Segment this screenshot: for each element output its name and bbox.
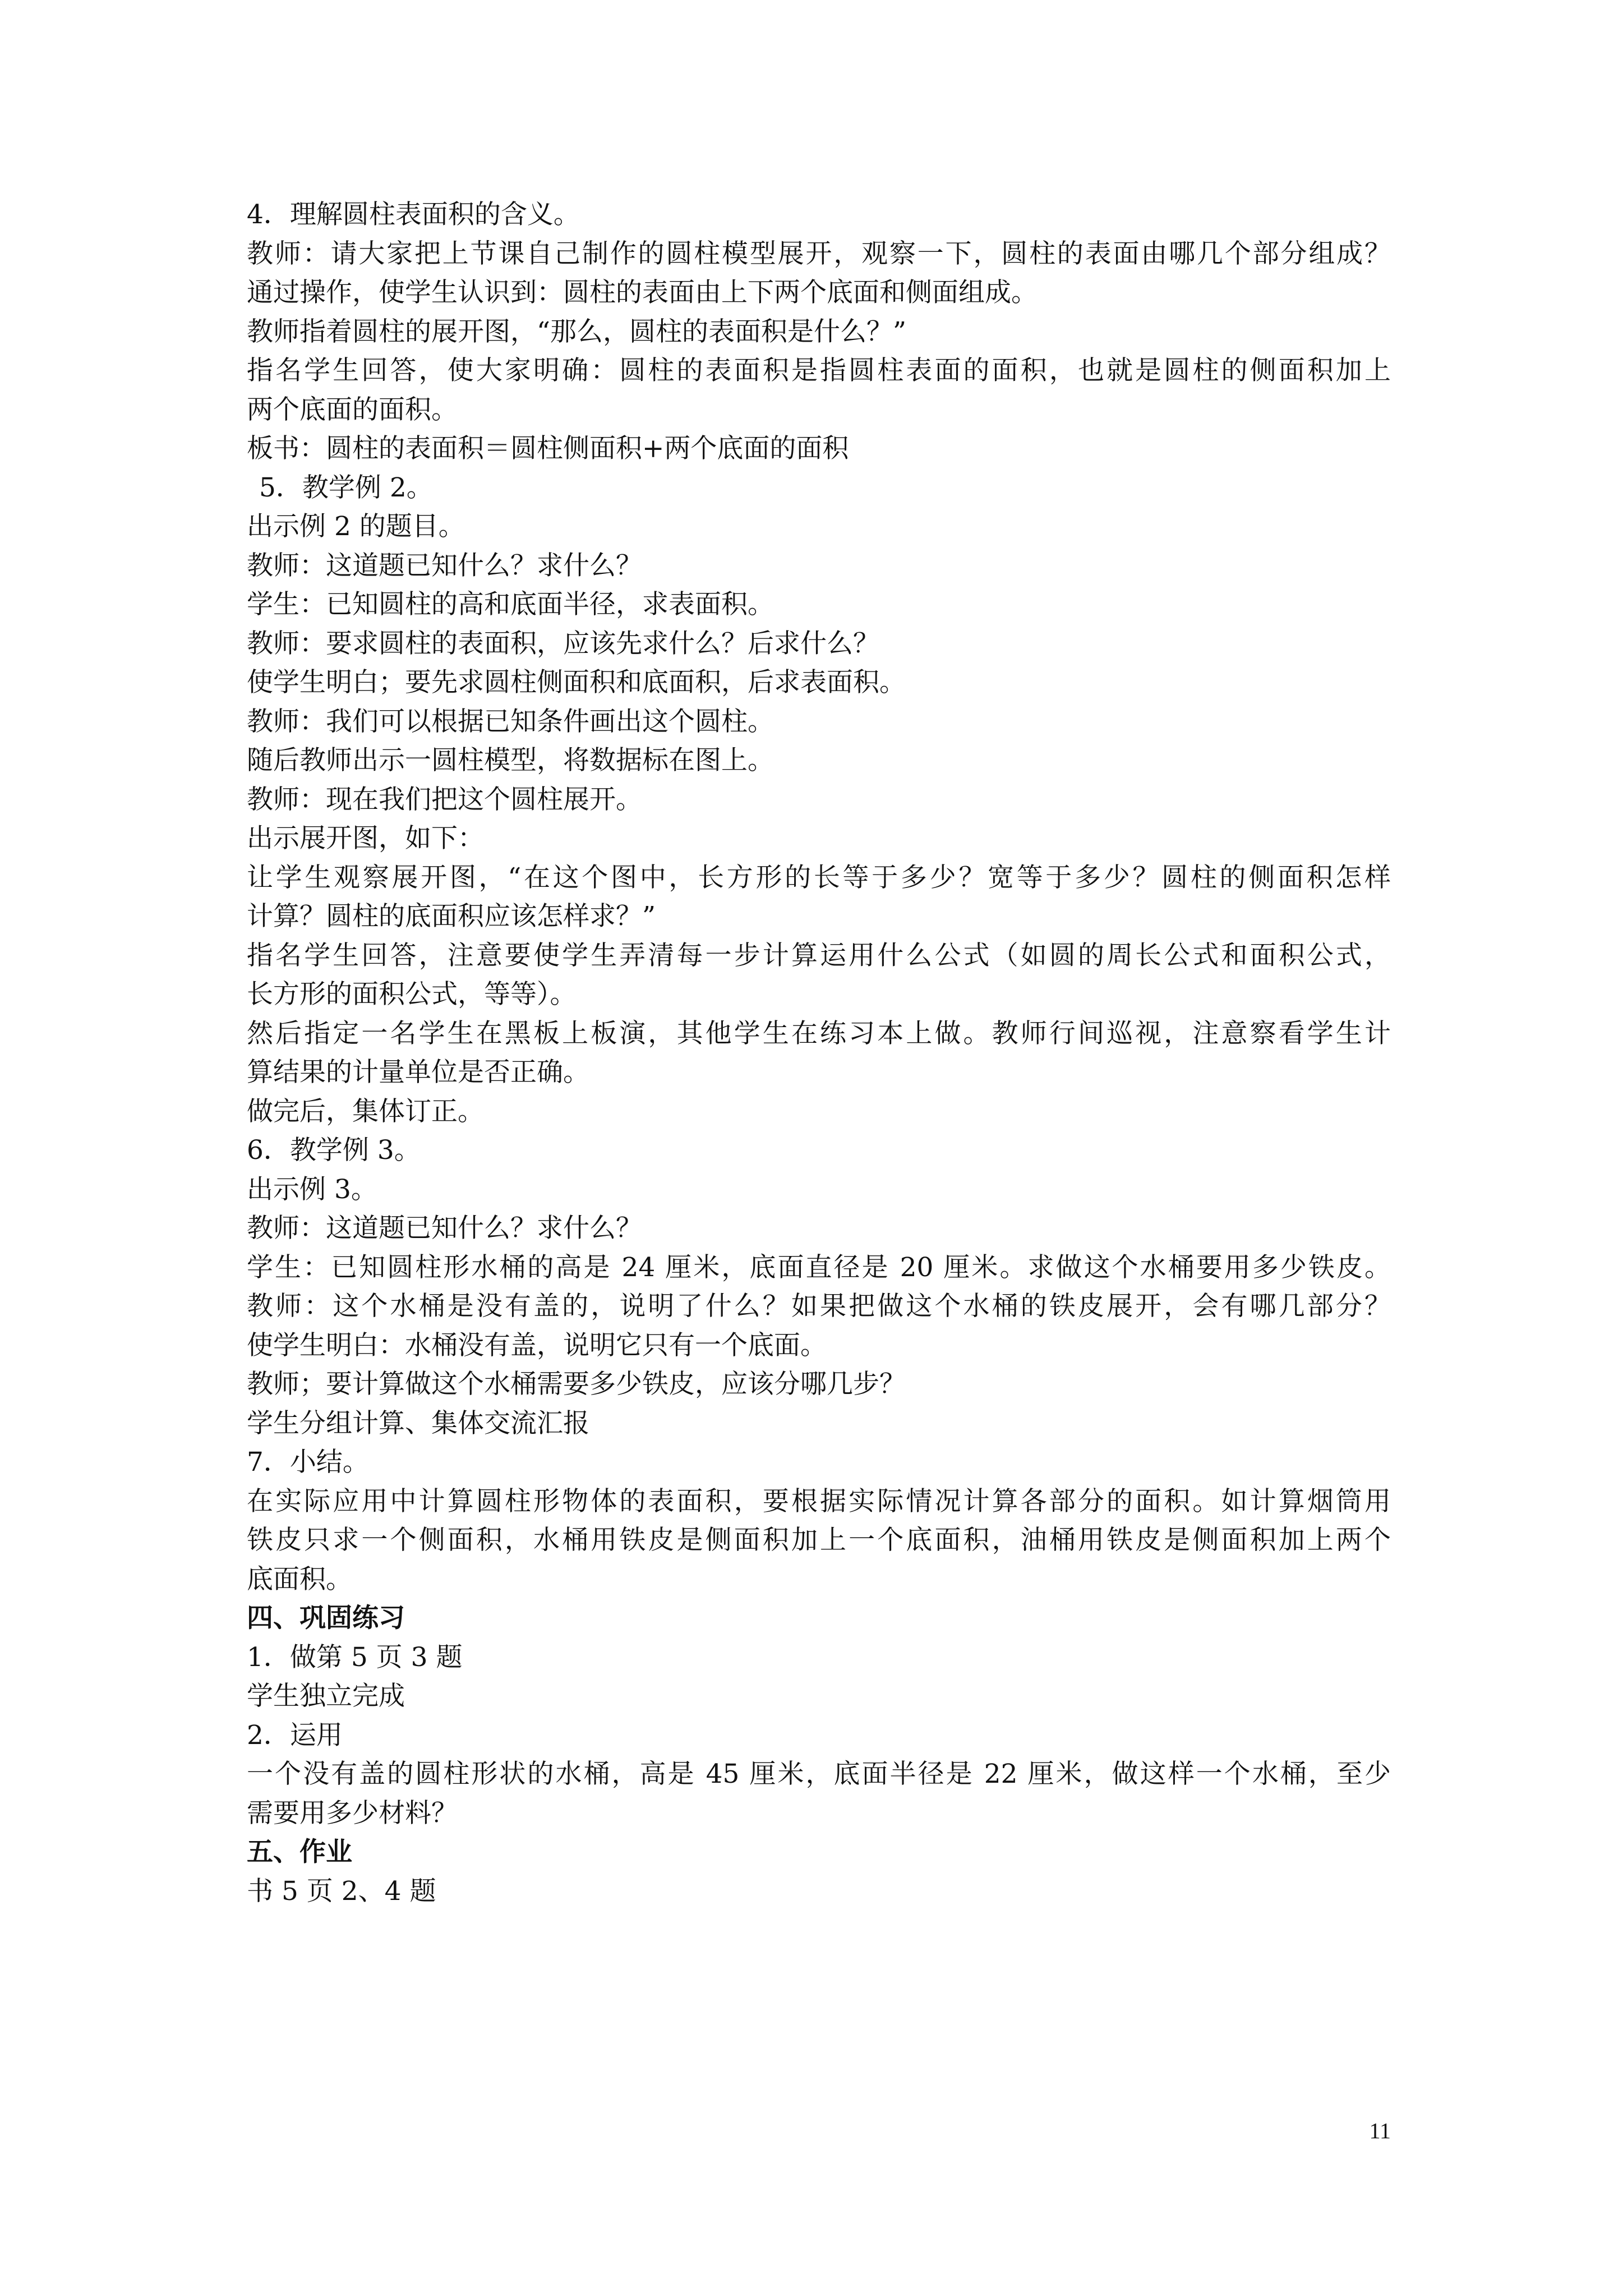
text-line: 指名学生回答，注意要使学生弄清每一步计算运用什么公式（如圆的周长公式和面积公式， [247, 940, 1391, 971]
text-line: 学生：已知圆柱形水桶的高是 24 厘米，底面直径是 20 厘米。求做这个水桶要用多少铁皮。 [247, 1251, 1391, 1283]
text-line: 教师：这个水桶是没有盖的，说明了什么？如果把做这个水桶的铁皮展开，会有哪几部分？ [247, 1291, 1391, 1322]
text-line: 4．理解圆柱表面积的含义。 [247, 199, 580, 230]
text-line: 通过操作，使学生认识到：圆柱的表面由上下两个底面和侧面组成。 [247, 277, 1038, 308]
text-line: 教师：这道题已知什么？求什么？ [247, 550, 642, 581]
text-line: 7．小结。 [247, 1447, 369, 1478]
text-line: 教师指着圆柱的展开图，“那么，圆柱的表面积是什么？” [247, 316, 907, 347]
text-line: 2．运用 [247, 1719, 343, 1751]
text-line: 学生分组计算、集体交流汇报 [247, 1407, 589, 1439]
text-line: 教师：现在我们把这个圆柱展开。 [247, 784, 642, 815]
text-line: 学生：已知圆柱的高和底面半径，求表面积。 [247, 589, 774, 620]
text-line: 指名学生回答，使大家明确：圆柱的表面积是指圆柱表面的面积，也就是圆柱的侧面积加上 [247, 355, 1391, 386]
text-line: 6．教学例 3。 [247, 1135, 421, 1166]
section-heading: 五、作业 [247, 1837, 352, 1867]
text-line: 底面积。 [247, 1563, 352, 1595]
page-number: 11 [1369, 2118, 1391, 2143]
text-line: 出示展开图，如下： [247, 823, 484, 854]
text-line: 算结果的计量单位是否正确。 [247, 1057, 589, 1088]
text-line: 使学生明白；要先求圆柱侧面积和底面积，后求表面积。 [247, 667, 906, 698]
text-line: 铁皮只求一个侧面积，水桶用铁皮是侧面积加上一个底面积，油桶用铁皮是侧面积加上两个 [247, 1525, 1391, 1556]
text-line: 书 5 页 2、4 题 [247, 1875, 436, 1907]
section-heading: 四、巩固练习 [247, 1603, 405, 1634]
text-line: 1．做第 5 页 3 题 [247, 1641, 463, 1673]
text-line: 一个没有盖的圆柱形状的水桶，高是 45 厘米，底面半径是 22 厘米，做这样一个水桶，至少 [247, 1759, 1391, 1789]
text-line: 出示例 2 的题目。 [247, 511, 465, 542]
document-body [247, 195, 1391, 1911]
text-line: 然后指定一名学生在黑板上板演，其他学生在练习本上做。教师行间巡视，注意察看学生计 [247, 1018, 1391, 1049]
text-line: 学生独立完成 [247, 1681, 405, 1711]
text-line: 教师：这道题已知什么？求什么？ [247, 1213, 642, 1244]
text-line: 长方形的面积公式，等等）。 [247, 979, 577, 1010]
text-line: 需要用多少材料？ [247, 1797, 458, 1829]
text-line: 教师；要计算做这个水桶需要多少铁皮，应该分哪几步？ [247, 1369, 906, 1400]
text-line: 教师：请大家把上节课自己制作的圆柱模型展开，观察一下，圆柱的表面由哪几个部分组成？ [247, 238, 1391, 269]
text-line: 出示例 3。 [247, 1174, 377, 1205]
text-line: 随后教师出示一圆柱模型，将数据标在图上。 [247, 745, 774, 776]
text-line: 教师：我们可以根据已知条件画出这个圆柱。 [247, 706, 774, 737]
text-line: 板书：圆柱的表面积＝圆柱侧面积+两个底面的面积 [247, 433, 849, 464]
text-line: 两个底面的面积。 [247, 394, 458, 425]
text-line: 做完后，集体订正。 [247, 1096, 484, 1127]
text-line: 教师：要求圆柱的表面积，应该先求什么？后求什么？ [247, 628, 879, 659]
text-line: 在实际应用中计算圆柱形物体的表面积，要根据实际情况计算各部分的面积。如计算烟筒用 [247, 1485, 1391, 1517]
text-line: 计算？圆柱的底面积应该怎样求？” [247, 901, 656, 932]
text-line: 让学生观察展开图，“在这个图中，长方形的长等于多少？宽等于多少？圆柱的侧面积怎样 [247, 862, 1391, 893]
text-line: 使学生明白：水桶没有盖，说明它只有一个底面。 [247, 1329, 827, 1361]
text-line: 5．教学例 2。 [259, 472, 433, 503]
